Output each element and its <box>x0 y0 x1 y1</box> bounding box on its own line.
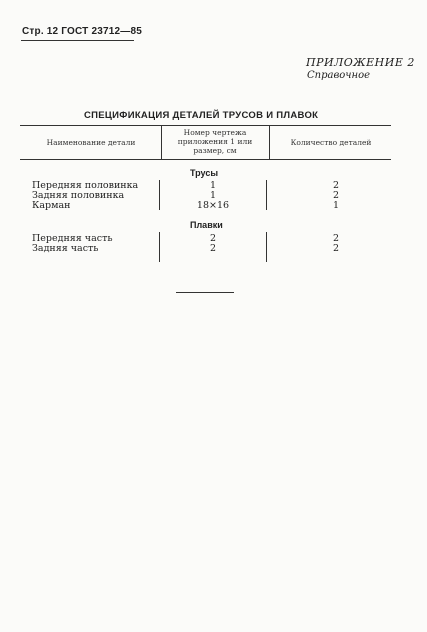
column-header-drawing: Номер чертежа приложения 1 или размер, см <box>177 128 253 155</box>
row-qty: 1 <box>332 200 340 211</box>
row-name: Передняя часть <box>32 233 113 244</box>
row-qty: 2 <box>332 233 340 244</box>
end-rule <box>176 292 234 293</box>
table-title: СПЕЦИФИКАЦИЯ ДЕТАЛЕЙ ТРУСОВ И ПЛАВОК <box>84 110 319 121</box>
column-header-qty: Количество деталей <box>290 138 372 147</box>
section-title: Плавки <box>190 220 223 230</box>
body-divider-2 <box>266 180 267 210</box>
row-drawing: 2 <box>209 233 217 244</box>
section-title: Трусы <box>190 168 219 178</box>
appendix-title: ПРИЛОЖЕНИЕ 2 <box>306 56 415 69</box>
row-drawing: 1 <box>209 190 217 201</box>
page-header: Стр. 12 ГОСТ 23712—85 <box>22 26 142 37</box>
body-divider-1 <box>159 232 160 262</box>
column-header-name: Наименование детали <box>46 138 136 147</box>
row-qty: 2 <box>332 190 340 201</box>
header-divider-1 <box>161 125 162 159</box>
header-rule <box>21 40 134 41</box>
table-top-rule <box>20 125 391 126</box>
row-name: Карман <box>32 200 71 211</box>
appendix-subtitle: Справочное <box>307 70 371 81</box>
body-divider-1 <box>159 180 160 210</box>
row-qty: 2 <box>332 180 340 191</box>
row-name: Задняя половинка <box>32 190 125 201</box>
body-divider-2 <box>266 232 267 262</box>
row-name: Передняя половинка <box>32 180 139 191</box>
row-drawing: 18×16 <box>196 200 230 211</box>
header-divider-2 <box>269 125 270 159</box>
row-qty: 2 <box>332 243 340 254</box>
table-header-rule <box>20 159 391 160</box>
row-drawing: 1 <box>209 180 217 191</box>
row-drawing: 2 <box>209 243 217 254</box>
row-name: Задняя часть <box>32 243 99 254</box>
